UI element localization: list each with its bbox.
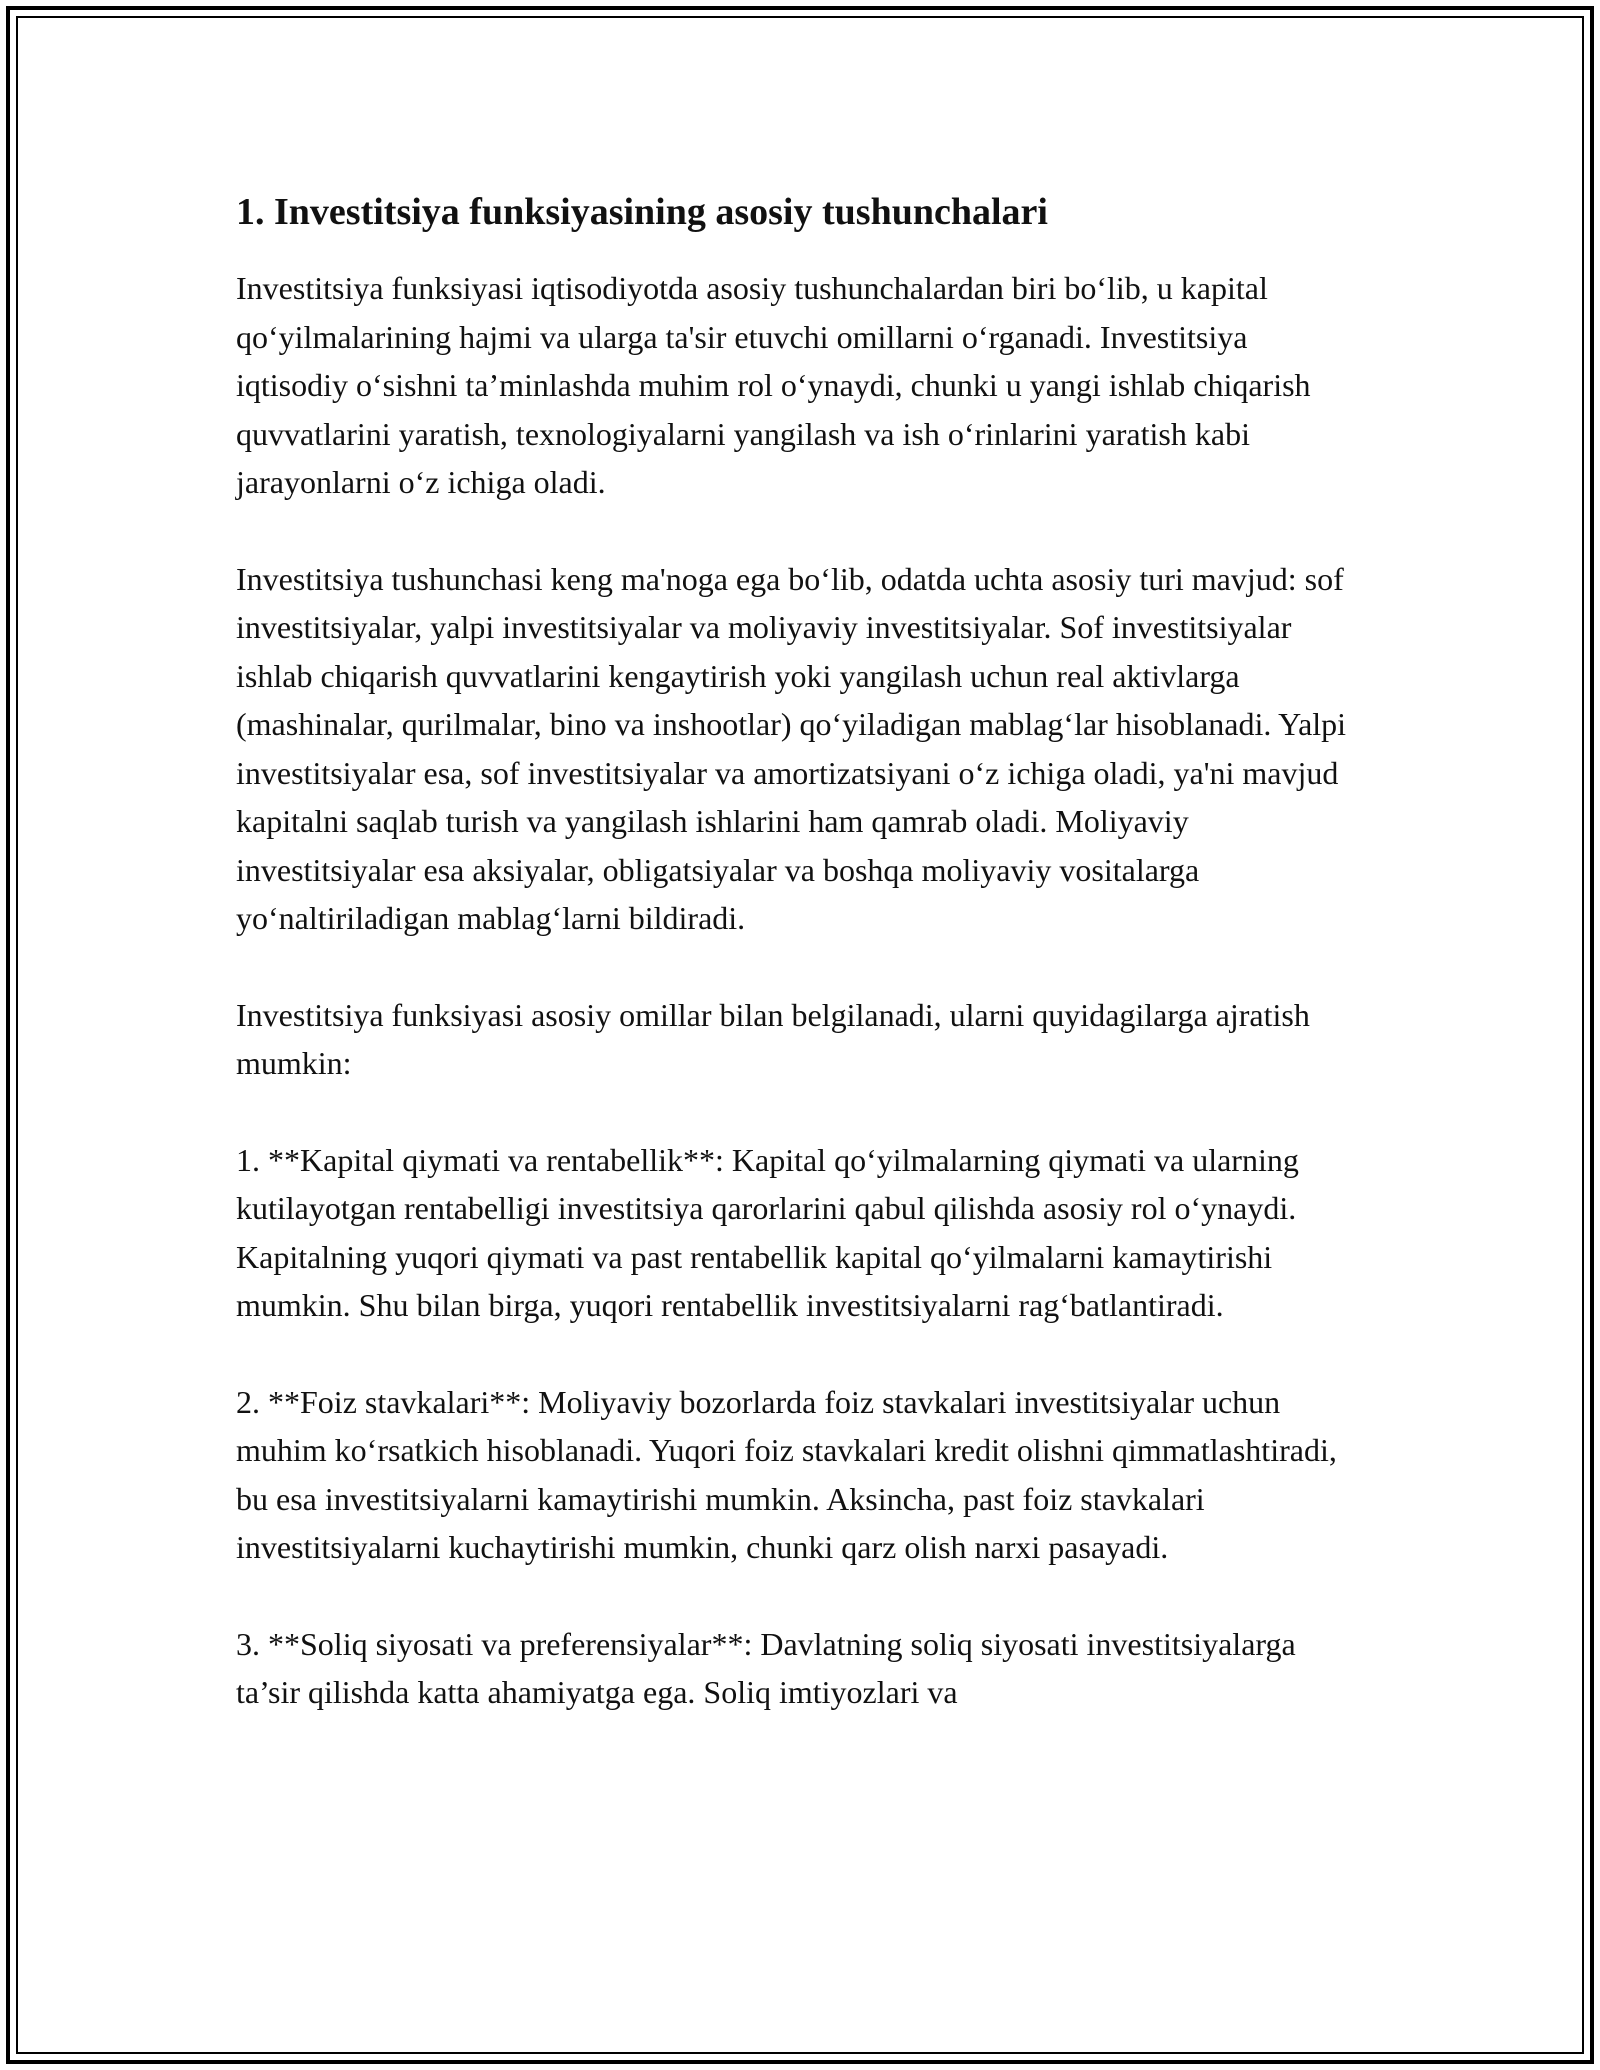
list-item-capital-value: 1. **Kapital qiymati va rentabellik**: Kapital qo‘yilmalarning qiymati va ularning kutilayotgan rentabelligi investitsiya qarorlarini qabul qilishda asosiy rol o‘ynaydi. Kapitalning yuqori qiymati va past rentabellik kapital qo‘yilmalarni kamaytirishi mumkin. Shu bilan birga, yuqori rentabellik investitsiyalarni rag‘batlantiradi.: [236, 1141, 1299, 1323]
section-heading: 1. Investitsiya funksiyasining asosiy tushunchalari: [236, 191, 1048, 233]
document-body: [236, 188, 1366, 1765]
paragraph-investment-types: Investitsiya tushunchasi keng ma'noga ega bo‘lib, odatda uchta asosiy turi mavjud: sof investitsiyalar, yalpi investitsiyalar va moliyaviy investitsiyalar. Sof investitsiyalar ishlab chiqarish quvvatlarini kengaytirish yoki yangilash uchun real aktivlarga (mashinalar, qurilmalar, bino va inshootlar) qo‘yiladigan mablag‘lar hisoblanadi. Yalpi investitsiyalar esa, sof investitsiyalar va amortizatsiyani o‘z ichiga oladi, ya'ni mavjud kapitalni saqlab turish va yangilash ishlarini ham qamrab oladi. Moliyaviy investitsiyalar esa aksiyalar, obligatsiyalar va boshqa moliyaviy vositalarga yo‘naltiriladigan mablag‘larni bildiradi.: [236, 560, 1347, 936]
paragraph-intro: Investitsiya funksiyasi iqtisodiyotda asosiy tushunchalardan biri bo‘lib, u kapital qo‘yilmalarining hajmi va ularga ta'sir etuvchi omillarni o‘rganadi. Investitsiya iqtisodiy o‘sishni ta’minlashda muhim rol o‘ynaydi, chunki u yangi ishlab chiqarish quvvatlarini yaratish, texnologiyalarni yangilash va ish o‘rinlarini yaratish kabi jarayonlarni o‘z ichiga oladi.: [236, 270, 1311, 500]
list-item-tax-policy: 3. **Soliq siyosati va preferensiyalar**: Davlatning soliq siyosati investitsiyalarga ta’sir qilishda katta ahamiyatga ega. Soliq imtiyozlari va: [236, 1625, 1296, 1710]
paragraph-factors-intro: Investitsiya funksiyasi asosiy omillar bilan belgilanadi, ularni quyidagilarga ajratish mumkin:: [236, 996, 1310, 1081]
list-item-interest-rates: 2. **Foiz stavkalari**: Moliyaviy bozorlarda foiz stavkalari investitsiyalar uchun muhim ko‘rsatkich hisoblanadi. Yuqori foiz stavkalari kredit olishni qimmatlashtiradi, bu esa investitsiyalarni kamaytirishi mumkin. Aksincha, past foiz stavkalari investitsiyalarni kuchaytirishi mumkin, chunki qarz olish narxi pasayadi.: [236, 1383, 1337, 1565]
